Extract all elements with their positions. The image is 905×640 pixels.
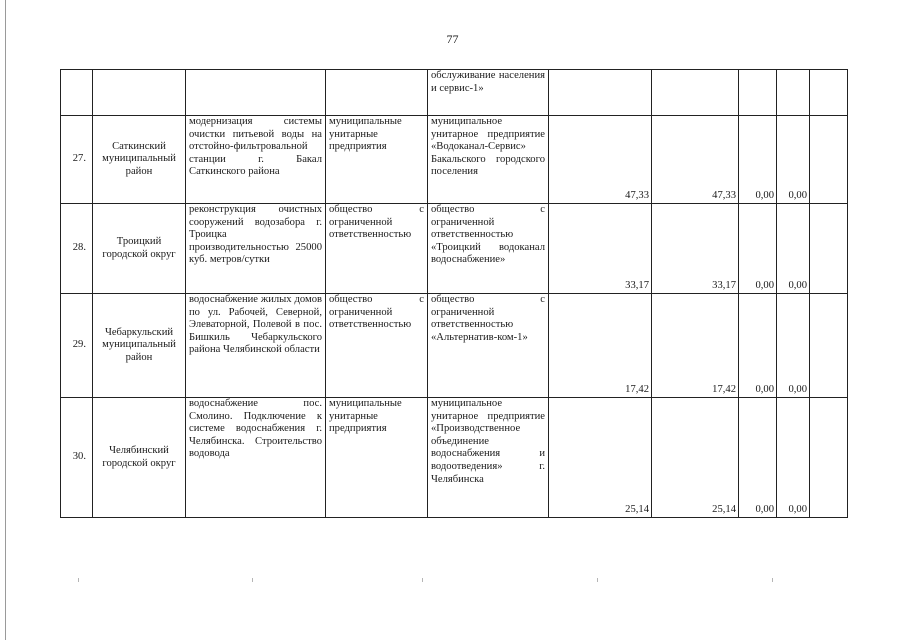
project-cell: водоснабжение жилых домов по ул. Рабочей, Северной, Элеваторной, Полевой в пос. Бишкиль Чебаркульского района Челябинской области <box>186 294 326 398</box>
table-row-continued <box>61 70 848 116</box>
amount-cell: 0,00 <box>777 294 810 398</box>
amount-cell: 0,00 <box>739 294 777 398</box>
amount-cell: 25,14 <box>652 398 739 518</box>
row-number-cell: 29. <box>61 294 93 398</box>
empty-cell <box>810 204 848 294</box>
empty-cell <box>810 398 848 518</box>
operator-cell: общество с ограниченной ответственностью «Троицкий водоканал водоснабжение» <box>428 204 549 294</box>
municipality-cell <box>93 70 186 116</box>
project-cell: водоснабжение пос. Смолино. Подключение к системе водоснабжения г. Челябинска. Строительство водовода <box>186 398 326 518</box>
amount-cell: 0,00 <box>777 204 810 294</box>
amount-cell <box>652 70 739 116</box>
operator-cell: муниципальное унитарное предприятие «Водоканал-Сервис» Бакальского городского поселения <box>428 116 549 204</box>
project-cell: реконструкция очистных сооружений водозабора г. Троицка производительностью 25000 куб. метров/сутки <box>186 204 326 294</box>
projects-table <box>60 69 848 518</box>
project-cell: модернизация системы очистки питьевой воды на отстойно-фильтровальной станции г. Бакал Саткинского района <box>186 116 326 204</box>
table-row-28 <box>61 204 848 294</box>
scan-mark <box>772 578 773 582</box>
amount-cell: 0,00 <box>739 398 777 518</box>
amount-cell <box>549 70 652 116</box>
scan-mark <box>252 578 253 582</box>
table-row-30 <box>61 398 848 518</box>
amount-cell: 17,42 <box>549 294 652 398</box>
org-form-cell: муниципальные унитарные предприятия <box>326 398 428 518</box>
empty-cell <box>810 70 848 116</box>
table-body <box>61 70 848 518</box>
municipality-cell: Чебаркульский муниципальный район <box>93 294 186 398</box>
scan-mark <box>597 578 598 582</box>
org-form-cell: муниципальные унитарные предприятия <box>326 116 428 204</box>
footer-scan-marks <box>60 578 847 582</box>
amount-cell <box>739 70 777 116</box>
table-row-27 <box>61 116 848 204</box>
operator-cell: обслуживание населения и сервис-1» <box>428 70 549 116</box>
empty-cell <box>810 116 848 204</box>
amount-cell: 47,33 <box>652 116 739 204</box>
amount-cell: 0,00 <box>739 116 777 204</box>
amount-cell: 0,00 <box>777 116 810 204</box>
amount-cell: 17,42 <box>652 294 739 398</box>
amount-cell <box>777 70 810 116</box>
scan-mark <box>78 578 79 582</box>
org-form-cell: общество с ограниченной ответственностью <box>326 204 428 294</box>
page-binding-edge <box>5 0 6 640</box>
amount-cell: 0,00 <box>777 398 810 518</box>
scan-mark <box>422 578 423 582</box>
amount-cell: 0,00 <box>739 204 777 294</box>
page-number: 77 <box>446 32 459 46</box>
table-row-29 <box>61 294 848 398</box>
operator-cell: муниципальное унитарное предприятие «Производственное объединение водоснабжения и водоотведения» г. Челябинска <box>428 398 549 518</box>
org-form-cell: общество с ограниченной ответственностью <box>326 294 428 398</box>
amount-cell: 47,33 <box>549 116 652 204</box>
amount-cell: 33,17 <box>652 204 739 294</box>
amount-cell: 33,17 <box>549 204 652 294</box>
municipality-cell: Троицкий городской округ <box>93 204 186 294</box>
municipality-cell: Челябинский городской округ <box>93 398 186 518</box>
operator-cell: общество с ограниченной ответственностью «Альтернатив-ком-1» <box>428 294 549 398</box>
row-number-cell: 30. <box>61 398 93 518</box>
org-form-cell <box>326 70 428 116</box>
row-number-cell: 28. <box>61 204 93 294</box>
project-cell <box>186 70 326 116</box>
row-number-cell: 27. <box>61 116 93 204</box>
empty-cell <box>810 294 848 398</box>
municipality-cell: Саткинский муниципальный район <box>93 116 186 204</box>
row-number-cell <box>61 70 93 116</box>
amount-cell: 25,14 <box>549 398 652 518</box>
